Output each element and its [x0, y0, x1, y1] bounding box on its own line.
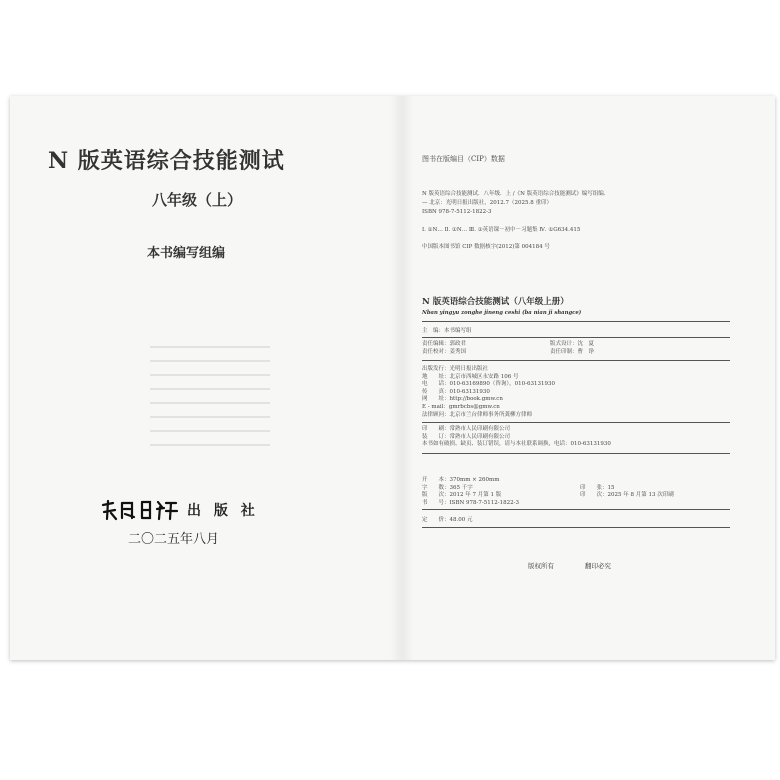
cip-classification: Ⅰ. ①N… Ⅱ. ①N… Ⅲ. ①英语课－初中－习题集 Ⅳ. ①G634.415: [422, 227, 581, 233]
editor-credit: 本书编写组编: [147, 246, 226, 261]
show-through-text: [150, 346, 270, 476]
printer-info: 印 刷：常熟市人民印刷有限公司 装 订：常熟市人民印刷有限公司 本书如有破损、缺页、装订错误，请与本社联系调换，电话：010-63131930: [422, 426, 611, 448]
spec-info-left: 开 本：370mm × 260mm 字 数：365 千字 版 次：2012 年 7 月第 1 版 书 号：ISBN 978-7-5112-1822-3: [422, 477, 519, 506]
publication-date: 二〇二五年八月: [128, 532, 220, 547]
divider: [422, 527, 730, 528]
divider: [422, 453, 730, 454]
book-spine-shadow: [390, 96, 414, 660]
spec-info-right: 印 张：15 印 次：2025 年 8 月第 13 次印刷: [580, 484, 674, 499]
no-reproduction: 翻印必究: [585, 562, 611, 570]
grade-label: 八年级（上）: [152, 191, 243, 209]
divider: [422, 337, 730, 338]
rights-reserved: 版权所有: [528, 562, 554, 570]
publisher-info: 出版发行：光明日报出版社 地 址：北京市西城区永安路 106 号 电 话：010-63169890（咨询），010-63131930 传 真：010-63131930 网 址：http://book.gmw.cn E - mail：gmrbcbs@gmw.cn 法律顾问：北京市兰台律师事务所龚柳方律师: [422, 366, 555, 418]
divider: [422, 360, 730, 361]
copyright-pinyin-title: Nban yingyu zonghe jineng ceshi (ba nian ji shangce): [422, 310, 582, 316]
cip-line: — 北京：光明日报出版社，2012.7（2025.8 重印）: [422, 200, 552, 206]
cip-line: ISBN 978-7-5112-1822-3: [422, 209, 492, 215]
publisher-calligraphy-logo: [100, 499, 180, 521]
divider: [422, 422, 730, 423]
book-title: N 版英语综合技能测试: [48, 148, 285, 174]
cip-record-number: 中国版本图书馆 CIP 数据核字(2012)第 004184 号: [422, 244, 550, 250]
staff-credits-left: 责任编辑：郭政君 责任校对：姜秀国: [422, 341, 467, 355]
cip-line: N 版英语综合技能测试．八年级．上 /《N 版英语综合技能测试》编写组编．: [422, 191, 610, 197]
copyright-book-title: N 版英语综合技能测试（八年级上册）: [422, 297, 569, 307]
cip-record: [422, 190, 609, 217]
chief-editor: 主 编：本书编写组: [422, 328, 472, 334]
price: 定 价：48.00 元: [422, 517, 473, 523]
open-book-spread: [10, 96, 775, 660]
divider: [422, 509, 730, 510]
staff-credits-right: 版式设计：沈 夏 责任印制：曹 诤: [550, 341, 595, 355]
divider: [422, 321, 730, 322]
publisher-name: 出 版 社: [187, 503, 259, 519]
cip-heading: 图书在版编目（CIP）数据: [422, 155, 505, 163]
